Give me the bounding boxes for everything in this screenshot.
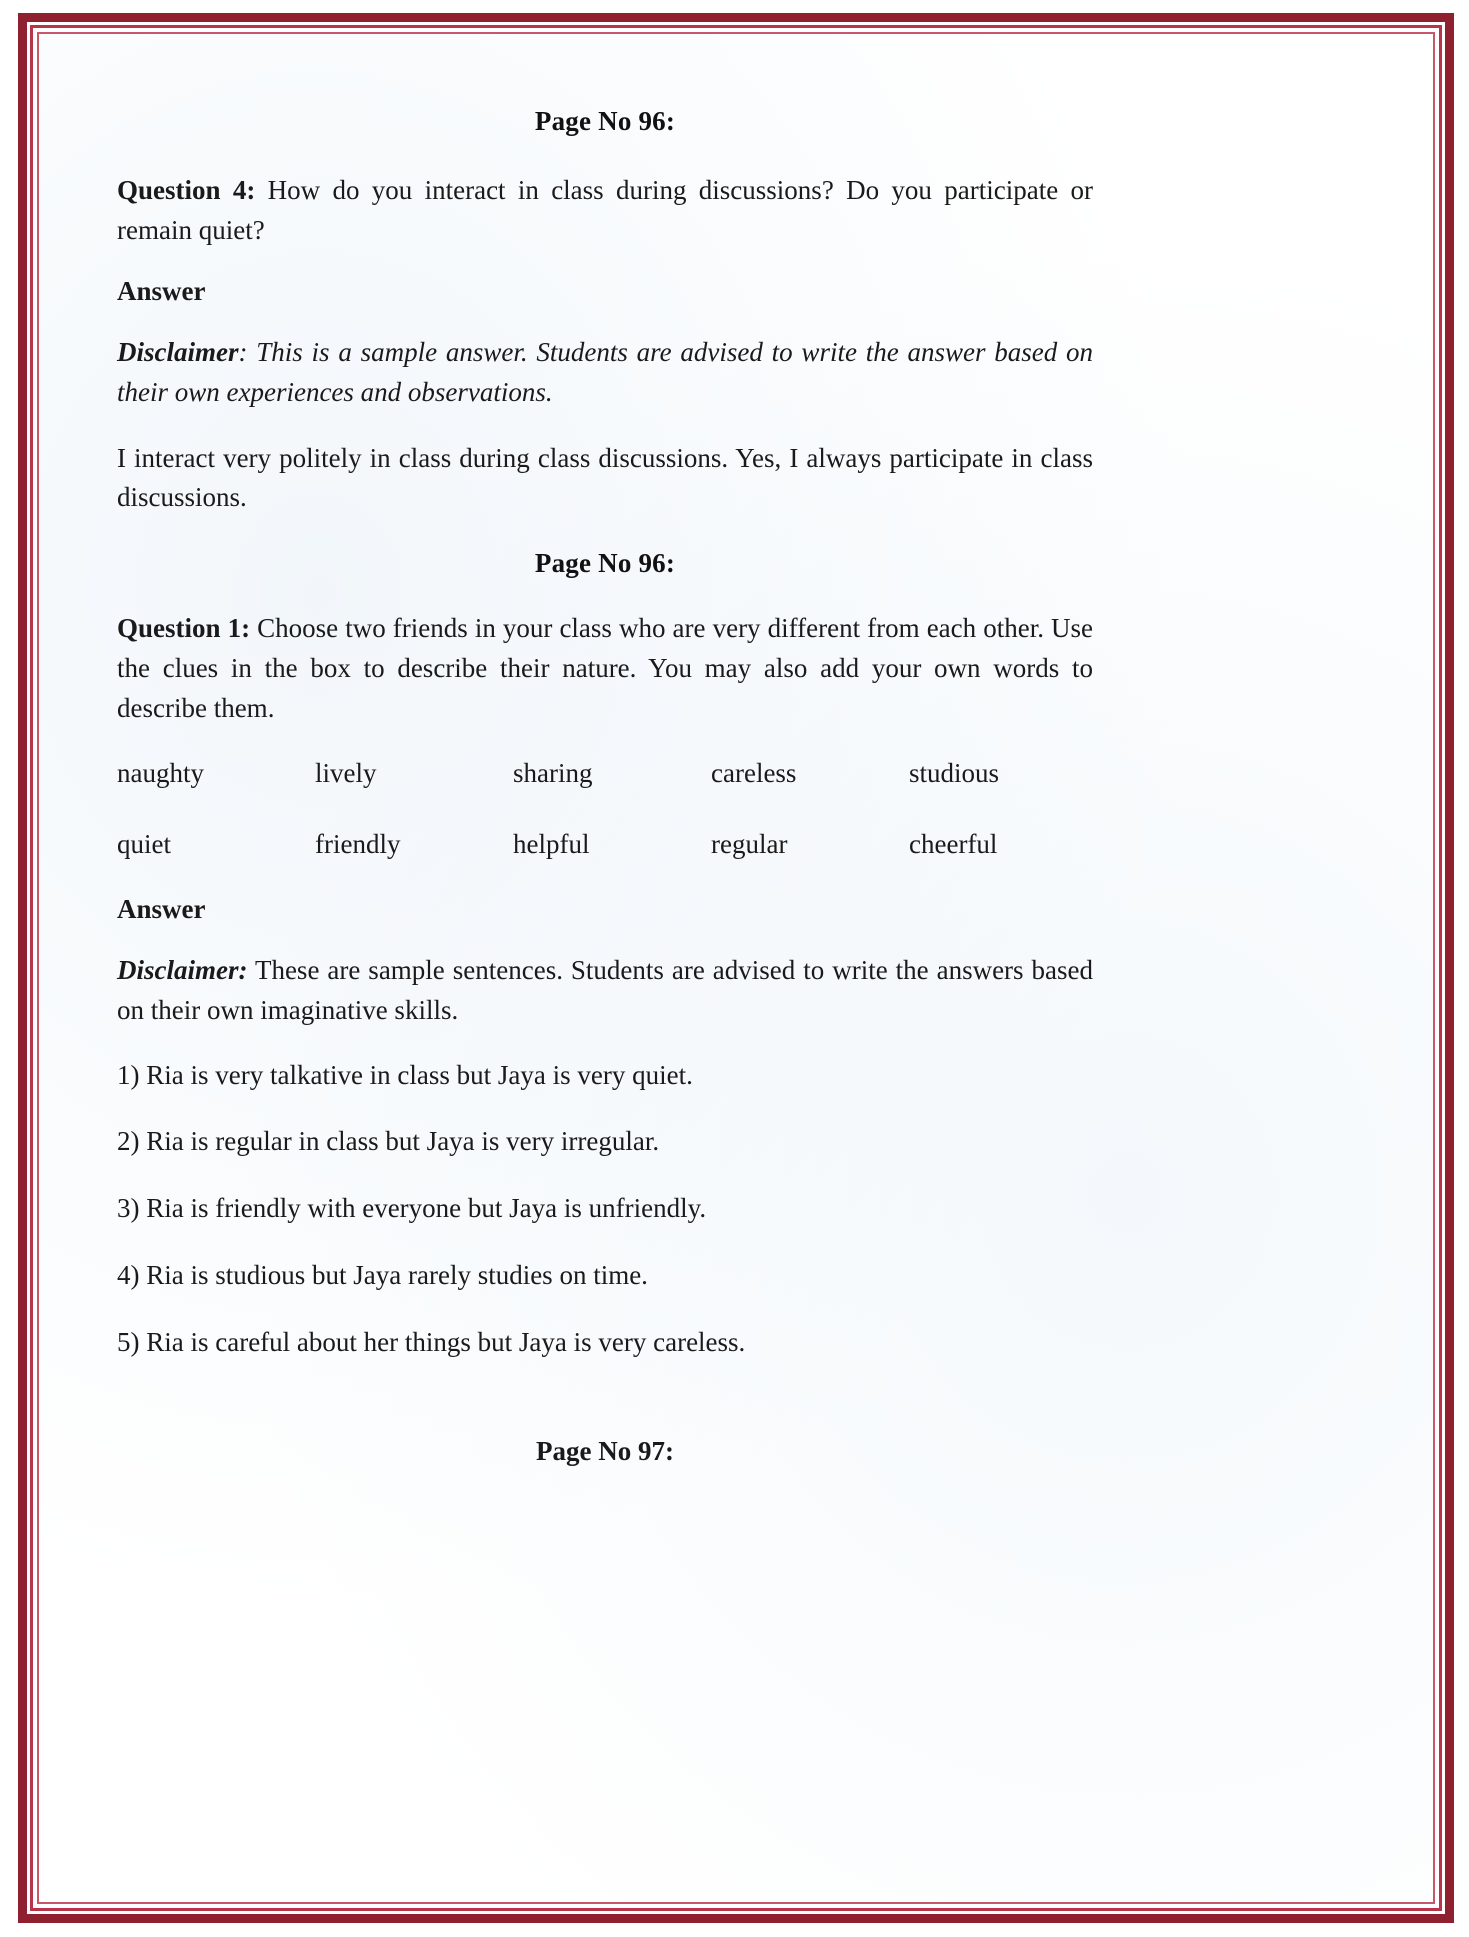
disclaimer-text-first: : This is a sample answer. Students are advised to write the answer based on their own experiences and observations. [117,337,1093,408]
page-heading-96-first: Page No 96: [534,106,676,136]
clue-word: helpful [513,829,590,860]
clue-word: quiet [117,829,171,860]
clue-word: friendly [315,829,401,860]
clue-word-row-1 [117,758,1093,789]
question-4-text: How do you interact in class during discussions? Do you participate or remain quiet? [117,175,1093,245]
question-4-paragraph [117,171,1093,250]
clue-word: sharing [513,758,593,789]
answer-list-item: 1) Ria is very talkative in class but Jaya is very quiet. [117,1059,693,1090]
disclaimer-label-second: Disclaimer: [117,955,248,986]
disclaimer-text-second: These are sample sentences. Students are advised to write the answers based on their own imaginative skills. [117,955,1093,1025]
answer-list-item: 2) Ria is regular in class but Jaya is very irregular. [117,1126,660,1157]
clue-word: careless [711,758,797,789]
disclaimer-label-first: Disclaimer [117,337,239,368]
disclaimer-paragraph-first [117,333,1093,412]
clue-word-grid [117,758,1093,860]
clue-word: studious [909,758,1000,789]
page-heading-96-second: Page No 96: [534,548,676,579]
answer-sentence-list [117,1057,1093,1362]
clue-word: cheerful [909,829,998,860]
clue-word: regular [711,829,788,860]
page-heading-97-footer: Page No 97: [536,1435,674,1466]
answer-list-item: 5) Ria is careful about her things but Jaya is very careless. [117,1326,746,1357]
clue-word: lively [315,758,377,789]
question-1-label: Question 1: [117,613,251,644]
question-1-paragraph [117,609,1093,728]
clue-word-row-2 [117,829,1093,860]
disclaimer-paragraph-second [117,951,1093,1030]
answer-paragraph-first: I interact very politely in class during class discussions. Yes, I always participate in class discussions. [117,442,1093,513]
clue-word: naughty [117,758,204,789]
answer-list-item: 4) Ria is studious but Jaya rarely studies on time. [117,1259,648,1290]
question-1-text: Choose two friends in your class who are very different from each other. Use the clues in the box to describe their nature. You may also add your own words to describe them. [117,613,1093,723]
answer-list-item: 3) Ria is friendly with everyone but Jaya is unfriendly. [117,1193,707,1224]
question-4-label: Question 4: [117,175,256,205]
answer-label-first: Answer [117,276,206,307]
answer-label-second: Answer [117,894,206,925]
document-content [117,106,1093,1467]
page-border-inner [37,32,1435,1904]
